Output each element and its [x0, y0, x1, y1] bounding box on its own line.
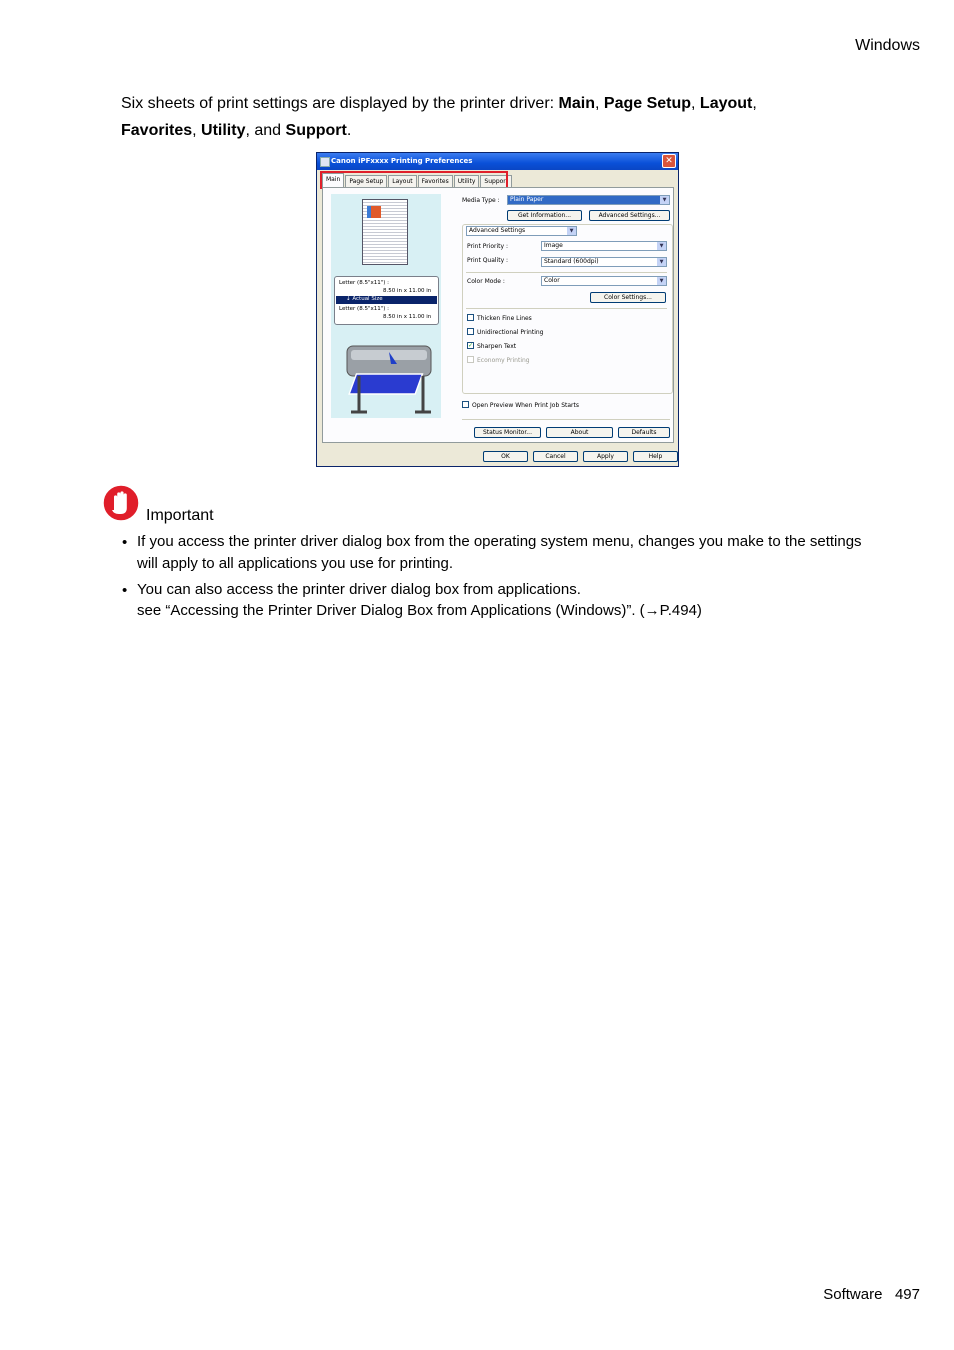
tab-support[interactable]: Support — [480, 175, 512, 187]
size-info-box: Letter (8.5"x11") : 8.50 in x 11.00 in ↓ Actual Size Letter (8.5"x11") : 8.50 in x 11.00 in — [334, 276, 439, 325]
chevron-down-icon: ▼ — [657, 242, 666, 250]
color-mode-select[interactable]: Color ▼ — [541, 276, 667, 286]
sharpen-text-checkbox[interactable]: ✓ — [468, 342, 474, 349]
thicken-fine-lines-checkbox[interactable] — [467, 314, 474, 321]
down-arrow-icon: ↓ — [346, 296, 351, 302]
tab-utility[interactable]: Utility — [454, 175, 480, 187]
help-button[interactable]: Help — [633, 451, 678, 462]
page-number: 497 — [894, 1286, 920, 1303]
ok-button[interactable]: OK — [483, 451, 528, 462]
settings-mode-select[interactable]: Advanced Settings ▼ — [466, 226, 577, 236]
printing-preferences-dialog — [316, 152, 679, 467]
unidirectional-printing-label: Unidirectional Printing — [477, 329, 544, 336]
print-priority-select[interactable]: Image ▼ — [541, 241, 667, 251]
chevron-down-icon: ▼ — [567, 227, 576, 235]
page-preview — [362, 199, 408, 265]
media-type-select[interactable]: Plain Paper ▼ — [507, 195, 670, 205]
sheet-main: Main — [558, 95, 595, 112]
large-format-printer-icon — [339, 334, 439, 416]
dialog-titlebar — [317, 153, 678, 170]
print-priority-label: Print Priority : — [467, 243, 508, 250]
sheet-favorites: Favorites — [121, 122, 193, 139]
divider — [466, 272, 667, 273]
print-quality-label: Print Quality : — [467, 257, 509, 264]
sheet-support: Support — [285, 122, 347, 139]
bullet-dot: • — [122, 534, 128, 551]
get-information-button[interactable]: Get Information... — [507, 210, 582, 221]
preview-pane — [331, 194, 441, 418]
tab-layout[interactable]: Layout — [388, 175, 416, 187]
main-sheet-panel — [322, 187, 674, 443]
thicken-fine-lines-label: Thicken Fine Lines — [477, 315, 532, 322]
see-reference-link[interactable]: see “Accessing the Printer Driver Dialog Box from Applications (Windows)”. (→P.494) — [137, 602, 702, 619]
apply-button[interactable]: Apply — [583, 451, 628, 462]
sheet-utility: Utility — [201, 122, 246, 139]
important-bullet-2: You can also access the printer driver dialog box from applications. — [137, 581, 581, 598]
chevron-down-icon: ▼ — [657, 277, 666, 285]
tab-page-setup[interactable]: Page Setup — [345, 175, 387, 187]
bullet-dot: • — [122, 582, 128, 599]
open-preview-checkbox[interactable] — [462, 401, 469, 408]
divider — [462, 419, 670, 420]
chevron-down-icon: ▼ — [657, 258, 666, 266]
media-type-label: Media Type : — [462, 197, 500, 204]
important-hand-icon — [102, 484, 140, 522]
cancel-button[interactable]: Cancel — [533, 451, 578, 462]
print-quality-select[interactable]: Standard (600dpi) ▼ — [541, 257, 667, 267]
economy-printing-label: Economy Printing — [477, 357, 530, 364]
important-label: Important — [146, 507, 214, 524]
image-thumbnail-icon — [367, 206, 381, 218]
divider — [466, 308, 667, 309]
advanced-settings-button[interactable]: Advanced Settings... — [589, 210, 670, 221]
actual-size-row: ↓ Actual Size — [336, 296, 437, 304]
footer-section: Software — [823, 1286, 883, 1303]
unidirectional-printing-checkbox[interactable] — [467, 328, 474, 335]
running-header: Windows — [855, 37, 920, 54]
intro-paragraph: Six sheets of print settings are displayed by the printer driver: Main, Page Setup, Layout, Favorites, Utility, and Support. — [121, 95, 757, 139]
close-icon[interactable]: ✕ — [662, 154, 676, 168]
page-footer — [823, 1286, 920, 1303]
defaults-button[interactable]: Defaults — [618, 427, 670, 438]
important-bullet-1: If you access the printer driver dialog box from the operating system menu, changes you make to the settings will apply to all applications you use for printing. — [137, 533, 862, 572]
status-monitor-button[interactable]: Status Monitor... — [474, 427, 541, 438]
color-mode-label: Color Mode : — [467, 278, 505, 285]
sharpen-text-label: Sharpen Text — [477, 343, 517, 350]
tab-favorites[interactable]: Favorites — [418, 175, 453, 187]
about-button[interactable]: About — [546, 427, 613, 438]
open-preview-label: Open Preview When Print Job Starts — [472, 402, 579, 409]
color-settings-button[interactable]: Color Settings... — [590, 292, 666, 303]
printer-app-icon — [320, 157, 330, 167]
economy-printing-checkbox[interactable] — [467, 356, 474, 363]
sheet-layout: Layout — [699, 95, 753, 112]
chevron-down-icon: ▼ — [660, 196, 669, 204]
tab-main[interactable]: Main — [322, 173, 344, 187]
sheet-page-setup: Page Setup — [603, 95, 692, 112]
dialog-title: Canon iPFxxxx Printing Preferences — [331, 157, 473, 165]
